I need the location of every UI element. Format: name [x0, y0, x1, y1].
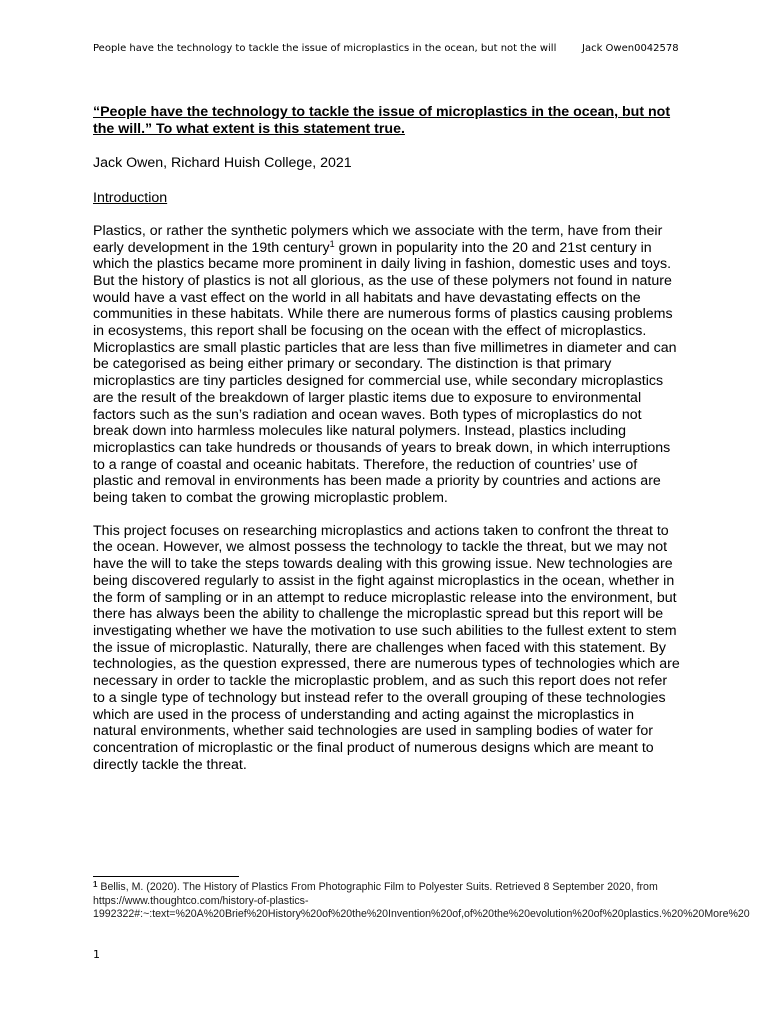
author-line: Jack Owen, Richard Huish College, 2021 [93, 155, 352, 172]
header-title-text: People have the technology to tackle the issue of microplastics in the ocean, but not the will [93, 43, 557, 54]
footnote-reference[interactable]: 1 [329, 238, 335, 249]
footnote [93, 880, 750, 922]
paragraph-1-text-b: grown in popularity into the 20 and 21st century in which the plastics became more prominent in daily living in fashion, domestic uses and toys. But the history of plastics is not all glorious, as the use of these polymers not found in nature would have a vast effect on the world in all habitats and have devastating effects on the communities in these habitats. While there are numerous forms of plastics causing problems in ecosystems, this report shall be focusing on the ocean with the effect of microplastics. [93, 239, 673, 340]
paragraph-1 [93, 223, 681, 340]
footnote-marker: 1 [93, 880, 98, 889]
paragraph-1-text-a: Plastics, or rather the synthetic polymers which we associate with the term, have from their early development in the 19th century [93, 222, 663, 256]
document-title: “People have the technology to tackle the issue of microplastics in the ocean, but not the will.” To what extent is this statement true. [93, 104, 671, 137]
document-body [93, 104, 681, 773]
paragraph-2: Microplastics are small plastic particles that are less than five millimetres in diameter and can be categorised as being either primary or secondary. The distinction is that primary microplastics are tiny particles designed for commercial use, while secondary microplastics are the result of the breakdown of larger plastic items due to exposure to environmental factors such as the sun’s radiation and ocean waves. Both types of microplastics do not break down into harmless molecules like natural polymers. Instead, plastics including microplastics can take hundreds or thousands of years to break down, in which interruptions to a range of coastal and oceanic habitats. Therefore, the reduction of countries’ use of plastic and removal in environments has been made a priority by countries and actions are being taken to combat the growing microplastic problem. [93, 339, 677, 507]
footnote-text: Bellis, M. (2020). The History of Plastics From Photographic Film to Polyester Suits. Retrieved 8 September 2020, from https://www.thoughtco.com/history-of-plastics-1992322#:~:text=%20A%20Brief%20History%20of%20the%20Invention%20of,of%20the%20evolution%20of%20plastics.%20%20More%20 [93, 881, 750, 920]
section-heading-introduction: Introduction [93, 190, 168, 207]
header-author-id: Jack Owen0042578 [582, 43, 679, 54]
footnote-separator [93, 876, 239, 877]
page-number: 1 [93, 948, 100, 961]
paragraph-3: This project focuses on researching microplastics and actions taken to confront the threat to the ocean. However, we almost possess the technology to tackle the threat, but we may not have the will to take the steps towards dealing with this growing issue. New technologies are being discovered regularly to assist in the fight against microplastics in the ocean, whether in the form of sampling or in an attempt to reduce microplastic release into the environment, but there has always been the ability to challenge the microplastic spread but this report will be investigating whether we have the motivation to use such abilities to the fullest extent to stem the issue of microplastic. Naturally, there are challenges when faced with this statement. By technologies, as the question expressed, there are numerous types of technologies which are necessary in order to tackle the microplastic problem, and as such this report does not refer to a single type of technology but instead refer to the overall grouping of these technologies which are used in the process of understanding and acting against the microplastics in natural environments, whether said technologies are used in sampling bodies of water for concentration of microplastic or the final product of numerous designs which are meant to directly tackle the threat. [93, 522, 680, 773]
